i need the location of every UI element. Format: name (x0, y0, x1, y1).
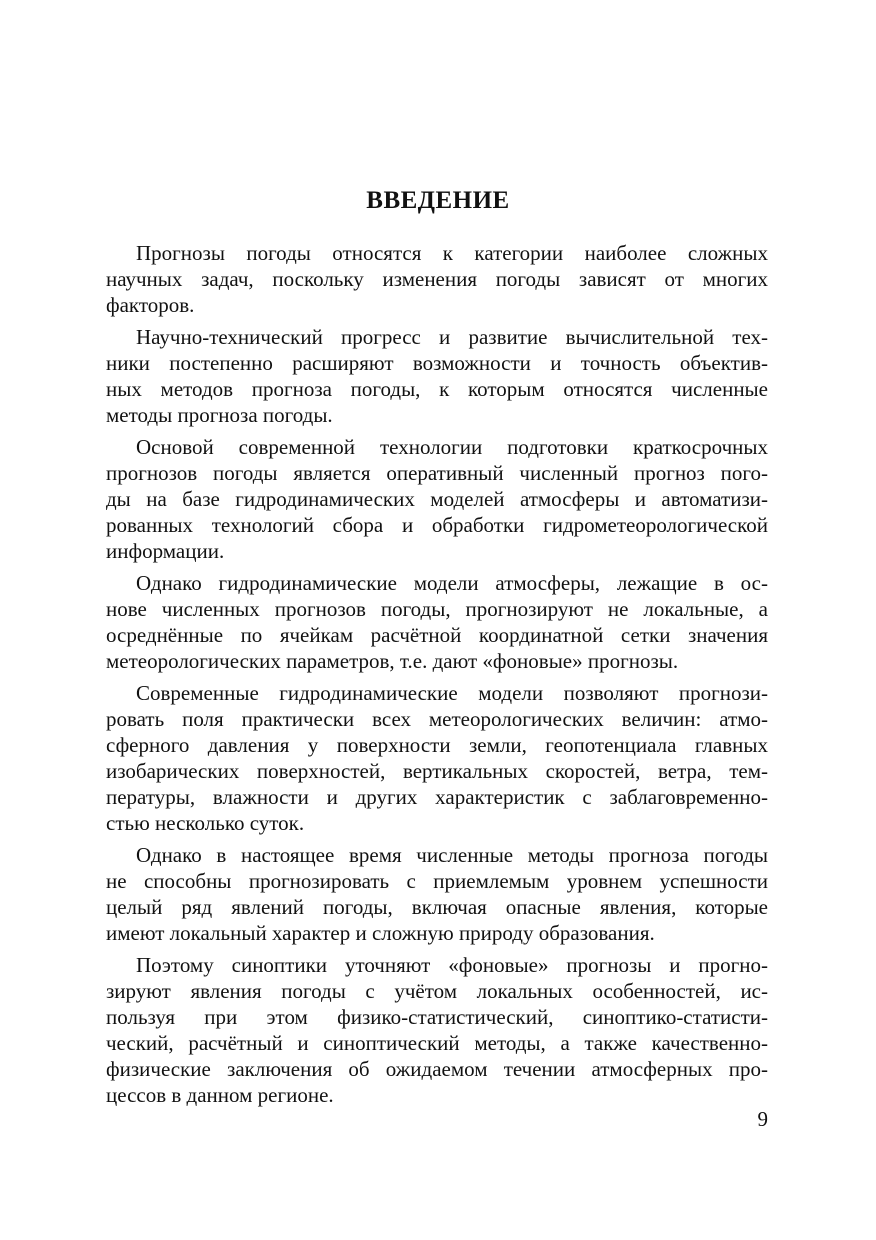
paragraph-line: ных методов прогноза погоды, к которым относятся численные (106, 377, 768, 401)
paragraph (106, 952, 768, 1108)
paragraph-line: осреднённые по ячейкам расчётной координатной сетки значения (106, 623, 768, 647)
paragraph (106, 842, 768, 946)
paragraph-line: цессов в данном регионе. (106, 1083, 334, 1107)
paragraph-line: методы прогноза погоды. (106, 403, 333, 427)
paragraph-line: рованных технологий сбора и обработки гидрометеорологической (106, 513, 768, 537)
paragraph-line: прогнозов погоды является оперативный численный прогноз пого- (106, 461, 768, 485)
paragraph-line: Однако в настоящее время численные методы прогноза погоды (136, 843, 768, 867)
paragraph (106, 680, 768, 836)
paragraph-line: стью несколько суток. (106, 811, 305, 835)
page-number: 9 (757, 1107, 768, 1131)
paragraph-line: ники постепенно расширяют возможности и точность объектив- (106, 351, 768, 375)
paragraph-line: метеорологических параметров, т.е. дают «фоновые» прогнозы. (106, 649, 679, 673)
paragraph-line: Прогнозы погоды относятся к категории наиболее сложных (136, 241, 768, 265)
paragraph-line: не способны прогнозировать с приемлемым уровнем успешности (106, 869, 768, 893)
paragraph-line: Научно-технический прогресс и развитие вычислительной тех- (136, 325, 768, 349)
paragraph-line: целый ряд явлений погоды, включая опасные явления, которые (106, 895, 768, 919)
paragraph-line: сферного давления у поверхности земли, геопотенциала главных (106, 733, 768, 757)
paragraph-line: физические заключения об ожидаемом течении атмосферных про- (106, 1057, 768, 1081)
paragraph (106, 240, 768, 318)
paragraph-line: факторов. (106, 293, 195, 317)
paragraph-line: изобарических поверхностей, вертикальных скоростей, ветра, тем- (106, 759, 768, 783)
paragraph-line: зируют явления погоды с учётом локальных особенностей, ис- (106, 979, 768, 1003)
paragraph-line: ческий, расчётный и синоптический методы, а также качественно- (106, 1031, 768, 1055)
page-title: ВВЕДЕНИЕ (366, 187, 510, 214)
paragraph-line: информации. (106, 539, 225, 563)
paragraph-line: научных задач, поскольку изменения погоды зависят от многих (106, 267, 768, 291)
body-text (106, 240, 768, 1114)
paragraph-line: пературы, влажности и других характеристик с заблаговременно- (106, 785, 768, 809)
paragraph-line: Поэтому синоптики уточняют «фоновые» прогнозы и прогно- (136, 953, 768, 977)
paragraph-line: ровать поля практически всех метеорологических величин: атмо- (106, 707, 768, 731)
paragraph (106, 570, 768, 674)
paragraph (106, 324, 768, 428)
paragraph-line: Однако гидродинамические модели атмосферы, лежащие в ос- (136, 571, 768, 595)
paragraph-line: Современные гидродинамические модели позволяют прогнози- (136, 681, 768, 705)
paragraph (106, 434, 768, 564)
paragraph-line: ды на базе гидродинамических моделей атмосферы и автоматизи- (106, 487, 768, 511)
paragraph-line: Основой современной технологии подготовки краткосрочных (136, 435, 768, 459)
paragraph-line: имеют локальный характер и сложную природу образования. (106, 921, 655, 945)
paragraph-line: пользуя при этом физико-статистический, синоптико-статисти- (106, 1005, 768, 1029)
paragraph-line: нове численных прогнозов погоды, прогнозируют не локальные, а (106, 597, 768, 621)
